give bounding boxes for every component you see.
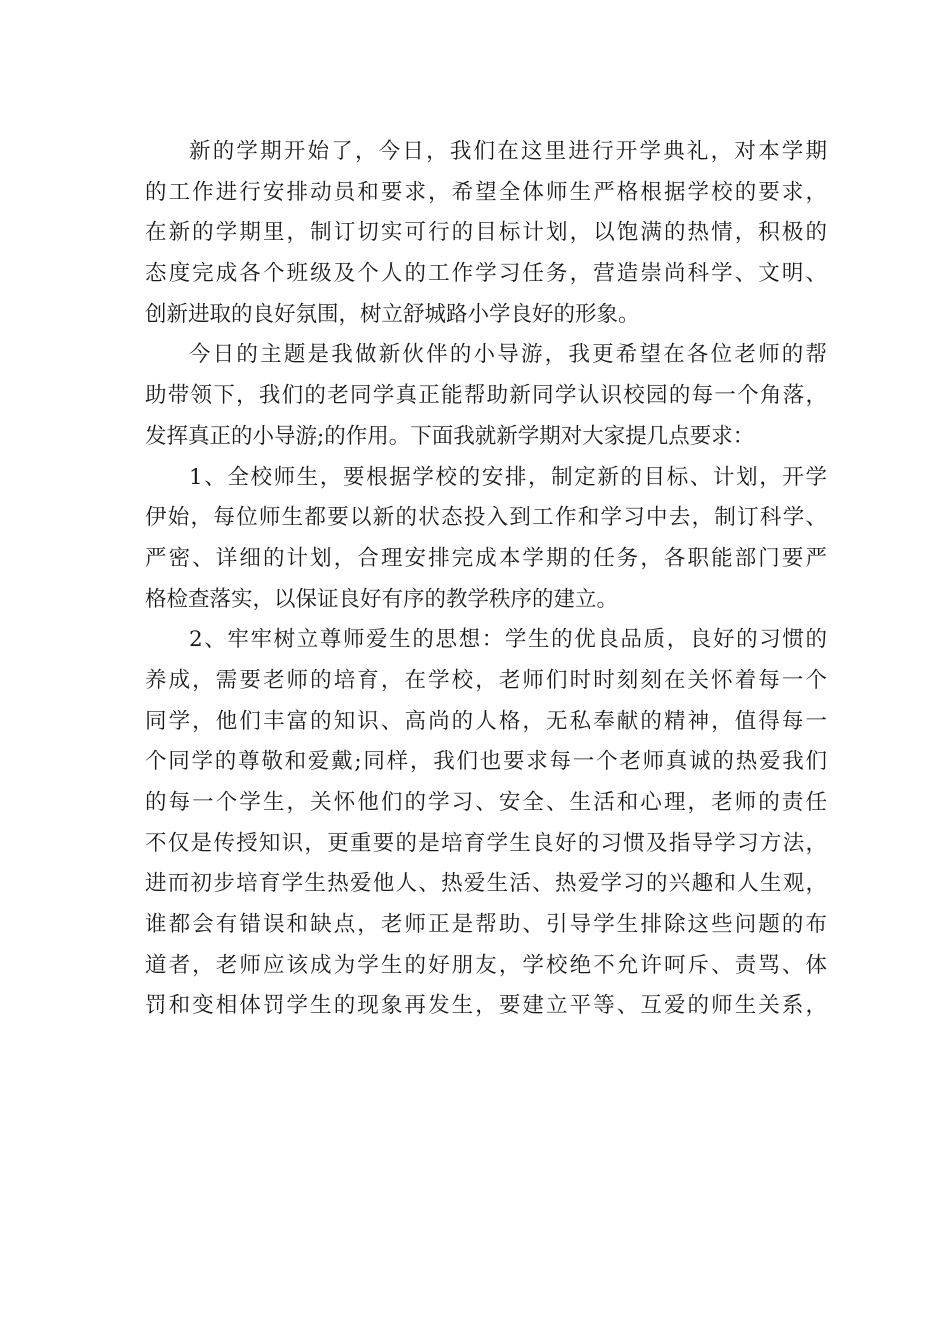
paragraph-4-line-10: 罚和变相体罚学生的现象再发生，要建立平等、互爱的师生关系，	[145, 993, 827, 1019]
paragraph-4-line-5: 的每一个学生，关怀他们的学习、安全、生活和心理，老师的责任	[145, 790, 827, 815]
paragraph-1-line-3: 在新的学期里，制订切实可行的目标计划，以饱满的热情，积极的	[145, 220, 827, 246]
paragraph-4-line-7: 进而初步培育学生热爱他人、热爱生活、热爱学习的兴趣和人生观，	[145, 871, 827, 897]
paragraph-4-line-4: 个同学的尊敬和爱戴;同样，我们也要求每一个老师真诚的热爱我们	[145, 749, 827, 775]
paragraph-3-line-3: 严密、详细的计划，合理安排完成本学期的任务，各职能部门要严	[145, 545, 827, 571]
paragraph-4-line-6: 不仅是传授知识，更重要的是培育学生良好的习惯及指导学习方法，	[145, 830, 827, 856]
paragraph-3-line-1: 1、全校师生，要根据学校的安排，制定新的目标、计划，开学	[189, 464, 827, 490]
paragraph-1-line-5: 创新进取的良好氛围，树立舒城路小学良好的形象。	[145, 301, 640, 327]
paragraph-4-line-1: 2、牢牢树立尊师爱生的思想：学生的优良品质，良好的习惯的	[189, 627, 827, 653]
paragraph-1-line-2: 的工作进行安排动员和要求，希望全体师生严格根据学校的要求，	[145, 179, 827, 205]
paragraph-4-line-3: 同学，他们丰富的知识、高尚的人格，无私奉献的精神，值得每一	[145, 708, 827, 734]
paragraph-4-line-8: 谁都会有错误和缺点，老师正是帮助、引导学生排除这些问题的布	[145, 912, 827, 938]
paragraph-3-line-4: 格检查落实，以保证良好有序的教学秩序的建立。	[145, 586, 619, 612]
document-body	[145, 132, 827, 1027]
paragraph-1-line-1: 新的学期开始了，今日，我们在这里进行开学典礼，对本学期	[189, 139, 827, 164]
paragraph-2-line-2: 助带领下，我们的老同学真正能帮助新同学认识校园的每一个角落，	[145, 383, 827, 409]
paragraph-3-line-2: 伊始，每位师生都要以新的状态投入到工作和学习中去，制订科学、	[145, 505, 827, 531]
paragraph-4-line-2: 养成，需要老师的培育，在学校，老师们时时刻刻在关怀着每一个	[145, 667, 827, 693]
paragraph-2-line-1: 今日的主题是我做新伙伴的小导游，我更希望在各位老师的帮	[189, 342, 827, 368]
paragraph-4-line-9: 道者，老师应该成为学生的好朋友，学校绝不允许呵斥、责骂、体	[145, 952, 827, 978]
paragraph-1-line-4: 态度完成各个班级及个人的工作学习任务，营造崇尚科学、文明、	[145, 261, 827, 287]
paragraph-2-line-3: 发挥真正的小导游;的作用。下面我就新学期对大家提几点要求：	[145, 423, 755, 449]
